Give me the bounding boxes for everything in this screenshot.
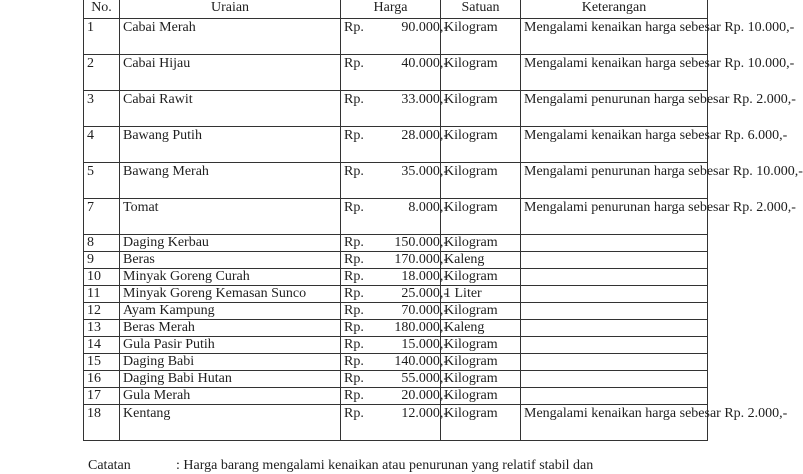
row-number: 3 <box>84 91 120 127</box>
row-number: 7 <box>84 199 120 235</box>
row-note: Mengalami kenaikan harga sebesar Rp. 10.000,- <box>521 19 708 55</box>
row-item: Beras Merah <box>120 320 341 337</box>
row-unit: Kilogram <box>441 55 521 91</box>
row-price <box>341 235 448 252</box>
row-note <box>521 286 708 303</box>
currency-label: Rp. <box>344 320 364 335</box>
row-item: Kentang <box>120 405 341 441</box>
currency-label: Rp. <box>344 337 364 352</box>
row-number: 10 <box>84 269 120 286</box>
row-item: Ayam Kampung <box>120 303 341 320</box>
row-unit: 1 Liter <box>441 286 521 303</box>
table-row <box>84 371 708 388</box>
row-note: Mengalami penurunan harga sebesar Rp. 2.000,- <box>521 91 708 127</box>
row-price <box>341 337 448 354</box>
row-item: Daging Babi Hutan <box>120 371 341 388</box>
row-number: 15 <box>84 354 120 371</box>
row-number: 12 <box>84 303 120 320</box>
price-amount: 28.000,- <box>401 128 448 143</box>
table-row <box>84 354 708 371</box>
table-row <box>84 405 708 441</box>
notes-text: : Harga barang mengalami kenaikan atau penurunan yang relatif stabil dan <box>176 458 594 473</box>
table-row <box>84 303 708 320</box>
currency-label: Rp. <box>344 235 364 250</box>
price-amount: 70.000,- <box>401 303 448 318</box>
currency-label: Rp. <box>344 164 364 179</box>
row-price <box>341 388 448 405</box>
price-table <box>83 0 803 441</box>
row-price <box>341 269 448 286</box>
row-note <box>521 269 708 286</box>
table-row <box>84 252 708 269</box>
row-unit: Kilogram <box>441 405 521 441</box>
row-item: Cabai Merah <box>120 19 341 55</box>
row-number: 11 <box>84 286 120 303</box>
row-number: 17 <box>84 388 120 405</box>
row-note <box>521 354 708 371</box>
row-number: 18 <box>84 405 120 441</box>
row-note: Mengalami penurunan harga sebesar Rp. 2.000,- <box>521 199 708 235</box>
row-note <box>521 303 708 320</box>
row-price <box>341 286 448 303</box>
row-item: Gula Pasir Putih <box>120 337 341 354</box>
price-amount: 90.000,- <box>401 20 448 35</box>
row-price <box>341 199 448 235</box>
price-amount: 35.000,- <box>401 164 448 179</box>
currency-label: Rp. <box>344 406 364 421</box>
row-item: Gula Merah <box>120 388 341 405</box>
price-amount: 8.000,- <box>408 200 448 215</box>
row-item: Minyak Goreng Kemasan Sunco <box>120 286 341 303</box>
price-amount: 33.000,- <box>401 92 448 107</box>
row-number: 5 <box>84 163 120 199</box>
row-unit: Kaleng <box>441 252 521 269</box>
row-unit: Kilogram <box>441 371 521 388</box>
row-item: Minyak Goreng Curah <box>120 269 341 286</box>
table-row <box>84 286 708 303</box>
row-price <box>341 354 448 371</box>
row-unit: Kilogram <box>441 19 521 55</box>
row-unit: Kilogram <box>441 199 521 235</box>
currency-label: Rp. <box>344 303 364 318</box>
table-row <box>84 163 708 199</box>
table-row <box>84 320 708 337</box>
row-note <box>521 235 708 252</box>
row-item: Daging Babi <box>120 354 341 371</box>
header-item: Uraian <box>120 0 341 19</box>
row-price <box>341 405 448 441</box>
row-number: 16 <box>84 371 120 388</box>
row-item: Bawang Merah <box>120 163 341 199</box>
table-row <box>84 91 708 127</box>
row-note: Mengalami kenaikan harga sebesar Rp. 2.000,- <box>521 405 708 441</box>
row-price <box>341 320 448 337</box>
price-amount: 140.000,- <box>394 354 448 369</box>
row-price <box>341 252 448 269</box>
row-unit: Kaleng <box>441 320 521 337</box>
currency-label: Rp. <box>344 252 364 267</box>
row-unit: Kilogram <box>441 303 521 320</box>
row-unit: Kilogram <box>441 388 521 405</box>
row-number: 8 <box>84 235 120 252</box>
row-number: 14 <box>84 337 120 354</box>
price-amount: 25.000,- <box>401 286 448 301</box>
price-amount: 15.000,- <box>401 337 448 352</box>
row-unit: Kilogram <box>441 91 521 127</box>
row-note <box>521 320 708 337</box>
row-unit: Kilogram <box>441 163 521 199</box>
row-item: Bawang Putih <box>120 127 341 163</box>
row-price <box>341 303 448 320</box>
header-price: Harga <box>341 0 441 19</box>
table-row <box>84 388 708 405</box>
row-item: Beras <box>120 252 341 269</box>
row-note: Mengalami penurunan harga sebesar Rp. 10.000,- <box>521 163 708 199</box>
row-item: Daging Kerbau <box>120 235 341 252</box>
row-price <box>341 127 448 163</box>
price-amount: 180.000,- <box>394 320 448 335</box>
row-number: 9 <box>84 252 120 269</box>
row-note <box>521 252 708 269</box>
notes-line <box>88 458 593 474</box>
notes-label: Catatan <box>88 458 131 473</box>
row-note <box>521 371 708 388</box>
table-row <box>84 235 708 252</box>
row-price <box>341 371 448 388</box>
row-unit: Kilogram <box>441 354 521 371</box>
table-row <box>84 127 708 163</box>
price-amount: 40.000,- <box>401 56 448 71</box>
currency-label: Rp. <box>344 371 364 386</box>
table-row <box>84 55 708 91</box>
row-unit: Kilogram <box>441 269 521 286</box>
row-price <box>341 19 448 55</box>
table-body <box>84 19 803 441</box>
currency-label: Rp. <box>344 92 364 107</box>
price-amount: 20.000,- <box>401 388 448 403</box>
row-unit: Kilogram <box>441 235 521 252</box>
currency-label: Rp. <box>344 269 364 284</box>
table-header-row <box>84 0 708 19</box>
row-note: Mengalami kenaikan harga sebesar Rp. 10.000,- <box>521 55 708 91</box>
row-number: 1 <box>84 19 120 55</box>
currency-label: Rp. <box>344 354 364 369</box>
row-note <box>521 337 708 354</box>
price-amount: 150.000,- <box>394 235 448 250</box>
row-number: 4 <box>84 127 120 163</box>
row-note <box>521 388 708 405</box>
row-unit: Kilogram <box>441 127 521 163</box>
row-item: Cabai Rawit <box>120 91 341 127</box>
row-price <box>341 55 448 91</box>
table-row <box>84 199 708 235</box>
header-no: No. <box>84 0 120 19</box>
row-number: 2 <box>84 55 120 91</box>
row-item: Cabai Hijau <box>120 55 341 91</box>
row-note: Mengalami kenaikan harga sebesar Rp. 6.000,- <box>521 127 708 163</box>
header-note: Keterangan <box>521 0 708 19</box>
currency-label: Rp. <box>344 56 364 71</box>
row-number: 13 <box>84 320 120 337</box>
currency-label: Rp. <box>344 286 364 301</box>
price-amount: 12.000,- <box>401 406 448 421</box>
price-amount: 55.000,- <box>401 371 448 386</box>
row-price <box>341 91 448 127</box>
row-unit: Kilogram <box>441 337 521 354</box>
header-unit: Satuan <box>441 0 521 19</box>
currency-label: Rp. <box>344 20 364 35</box>
table-row <box>84 19 708 55</box>
table-row <box>84 269 708 286</box>
row-item: Tomat <box>120 199 341 235</box>
currency-label: Rp. <box>344 128 364 143</box>
price-amount: 18.000,- <box>401 269 448 284</box>
table-row <box>84 337 708 354</box>
price-amount: 170.000,- <box>394 252 448 267</box>
currency-label: Rp. <box>344 388 364 403</box>
row-price <box>341 163 448 199</box>
currency-label: Rp. <box>344 200 364 215</box>
